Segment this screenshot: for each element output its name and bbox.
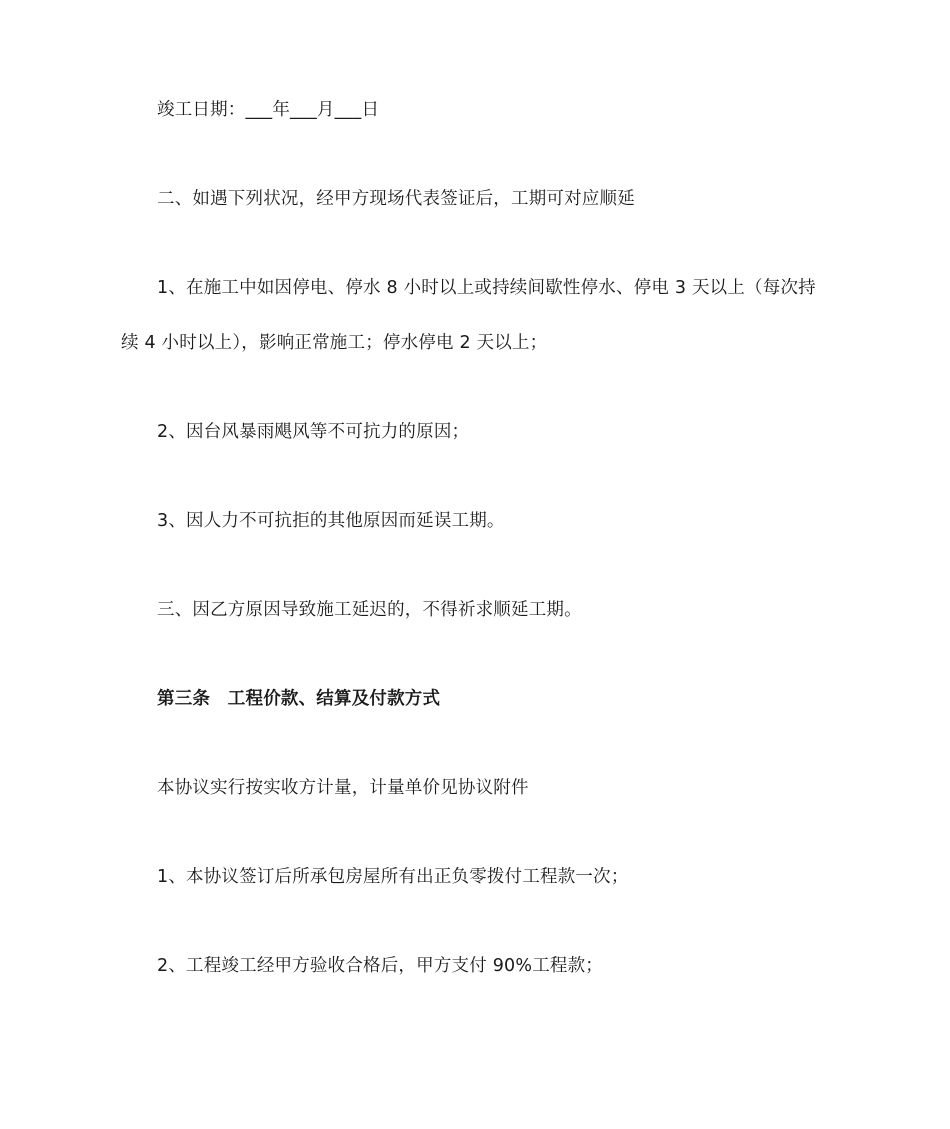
item-3: 3、因人力不可抗拒的其他原因而延误工期。 <box>157 511 505 531</box>
item-1-line-1: 1、在施工中如因停电、停水 8 小时以上或持续间歇性停水、停电 3 天以上（每次持 <box>157 278 816 298</box>
measurement-paragraph: 本协议实行按实收方计量，计量单价见协议附件 <box>157 778 529 798</box>
payment-item-2: 2、工程竣工经甲方验收合格后，甲方支付 90%工程款； <box>157 956 603 976</box>
payment-item-1: 1、本协议签订后所承包房屋所有出正负零拨付工程款一次； <box>157 867 629 887</box>
item-1-line-2: 续 4 小时以上），影响正常施工；停水停电 2 天以上； <box>121 333 548 353</box>
clause-three-text: 三、因乙方原因导致施工延迟的，不得祈求顺延工期。 <box>157 600 582 620</box>
article-three-heading: 第三条 工程价款、结算及付款方式 <box>157 689 441 709</box>
completion-date-line: 竣工日期：___年___月___日 <box>157 100 380 120</box>
item-2: 2、因台风暴雨飓风等不可抗力的原因； <box>157 422 470 442</box>
clause-two-heading: 二、如遇下列状况，经甲方现场代表签证后，工期可对应顺延 <box>157 189 635 209</box>
